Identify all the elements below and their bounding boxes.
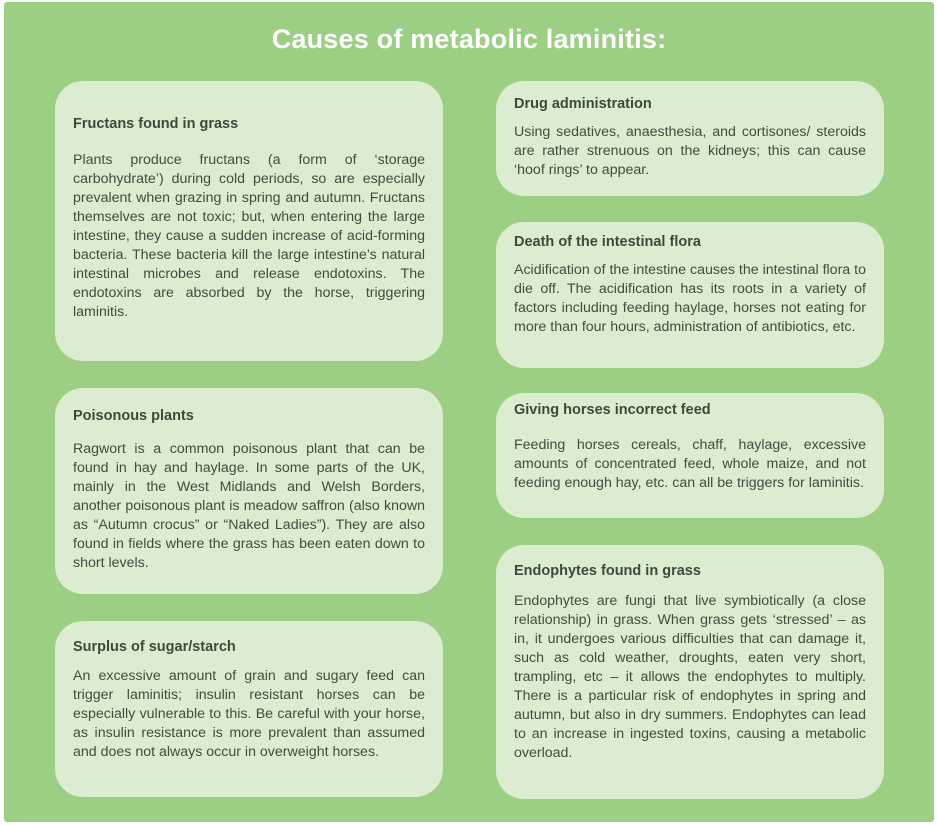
card-poisonous-plants: [55, 388, 443, 594]
card-intestinal-flora: [496, 222, 884, 368]
card-heading: Fructans found in grass: [73, 116, 239, 132]
card-sugar-starch: [55, 621, 443, 797]
page-title: Causes of metabolic laminitis:: [271, 24, 667, 54]
card-body: Using sedatives, anaesthesia, and cortisones/ steroids are rather strenuous on the kidneys; this can cause ‘hoof rings’ to appear.: [514, 124, 866, 178]
card-body: Plants produce fructans (a form of ‘storage carbohydrate’) during cold periods, so are especially prevalent when grazing in spring and autumn. Fructans themselves are not toxic; but, when entering the large intestine, they cause a sudden increase of acid-forming bacteria. These bacteria kill the large intestine’s natural intestinal microbes and release endotoxins. The endotoxins are absorbed by the horse, triggering laminitis.: [73, 152, 425, 320]
card-heading: Drug administration: [514, 96, 652, 112]
card-incorrect-feed: [496, 393, 884, 518]
card-body: An excessive amount of grain and sugary feed can trigger laminitis; insulin resistant horses can be especially vulnerable to this. Be careful with your horse, as insulin resistance is more prevalent than assumed and does not always occur in overweight horses.: [73, 668, 425, 760]
card-heading: Endophytes found in grass: [514, 563, 701, 579]
card-fructans: [55, 81, 443, 361]
card-heading: Giving horses incorrect feed: [514, 402, 711, 418]
card-body: Feeding horses cereals, chaff, haylage, excessive amounts of concentrated feed, whole maize, and not feeding enough hay, etc. can all be triggers for laminitis.: [514, 437, 866, 491]
infographic-panel: [4, 2, 934, 822]
card-endophytes: [496, 545, 884, 799]
card-body: Acidification of the intestine causes the intestinal flora to die off. The acidification has its roots in a variety of factors including feeding haylage, horses not eating for more than four hours, administration of antibiotics, etc.: [514, 262, 866, 335]
card-heading: Surplus of sugar/starch: [73, 639, 236, 655]
card-heading: Poisonous plants: [73, 408, 194, 424]
card-body: Endophytes are fungi that live symbiotically (a close relationship) in grass. When grass gets ‘stressed’ – as in, it undergoes various difficulties that can damage it, such as cold weather, droughts, eaten very short, trampling, etc – it allows the endophytes to multiply. There is a particular risk of endophytes in spring and autumn, but also in dry summers. Endophytes can lead to an increase in ingested toxins, causing a metabolic overload.: [514, 593, 866, 761]
card-drug-administration: [496, 81, 884, 196]
card-heading: Death of the intestinal flora: [514, 234, 701, 250]
card-body: Ragwort is a common poisonous plant that can be found in hay and haylage. In some parts of the UK, mainly in the West Midlands and Welsh Borders, another poisonous plant is meadow saffron (also known as “Autumn crocus” or “Naked Ladies”). They are also found in fields where the grass has been eaten down to short levels.: [73, 441, 425, 571]
